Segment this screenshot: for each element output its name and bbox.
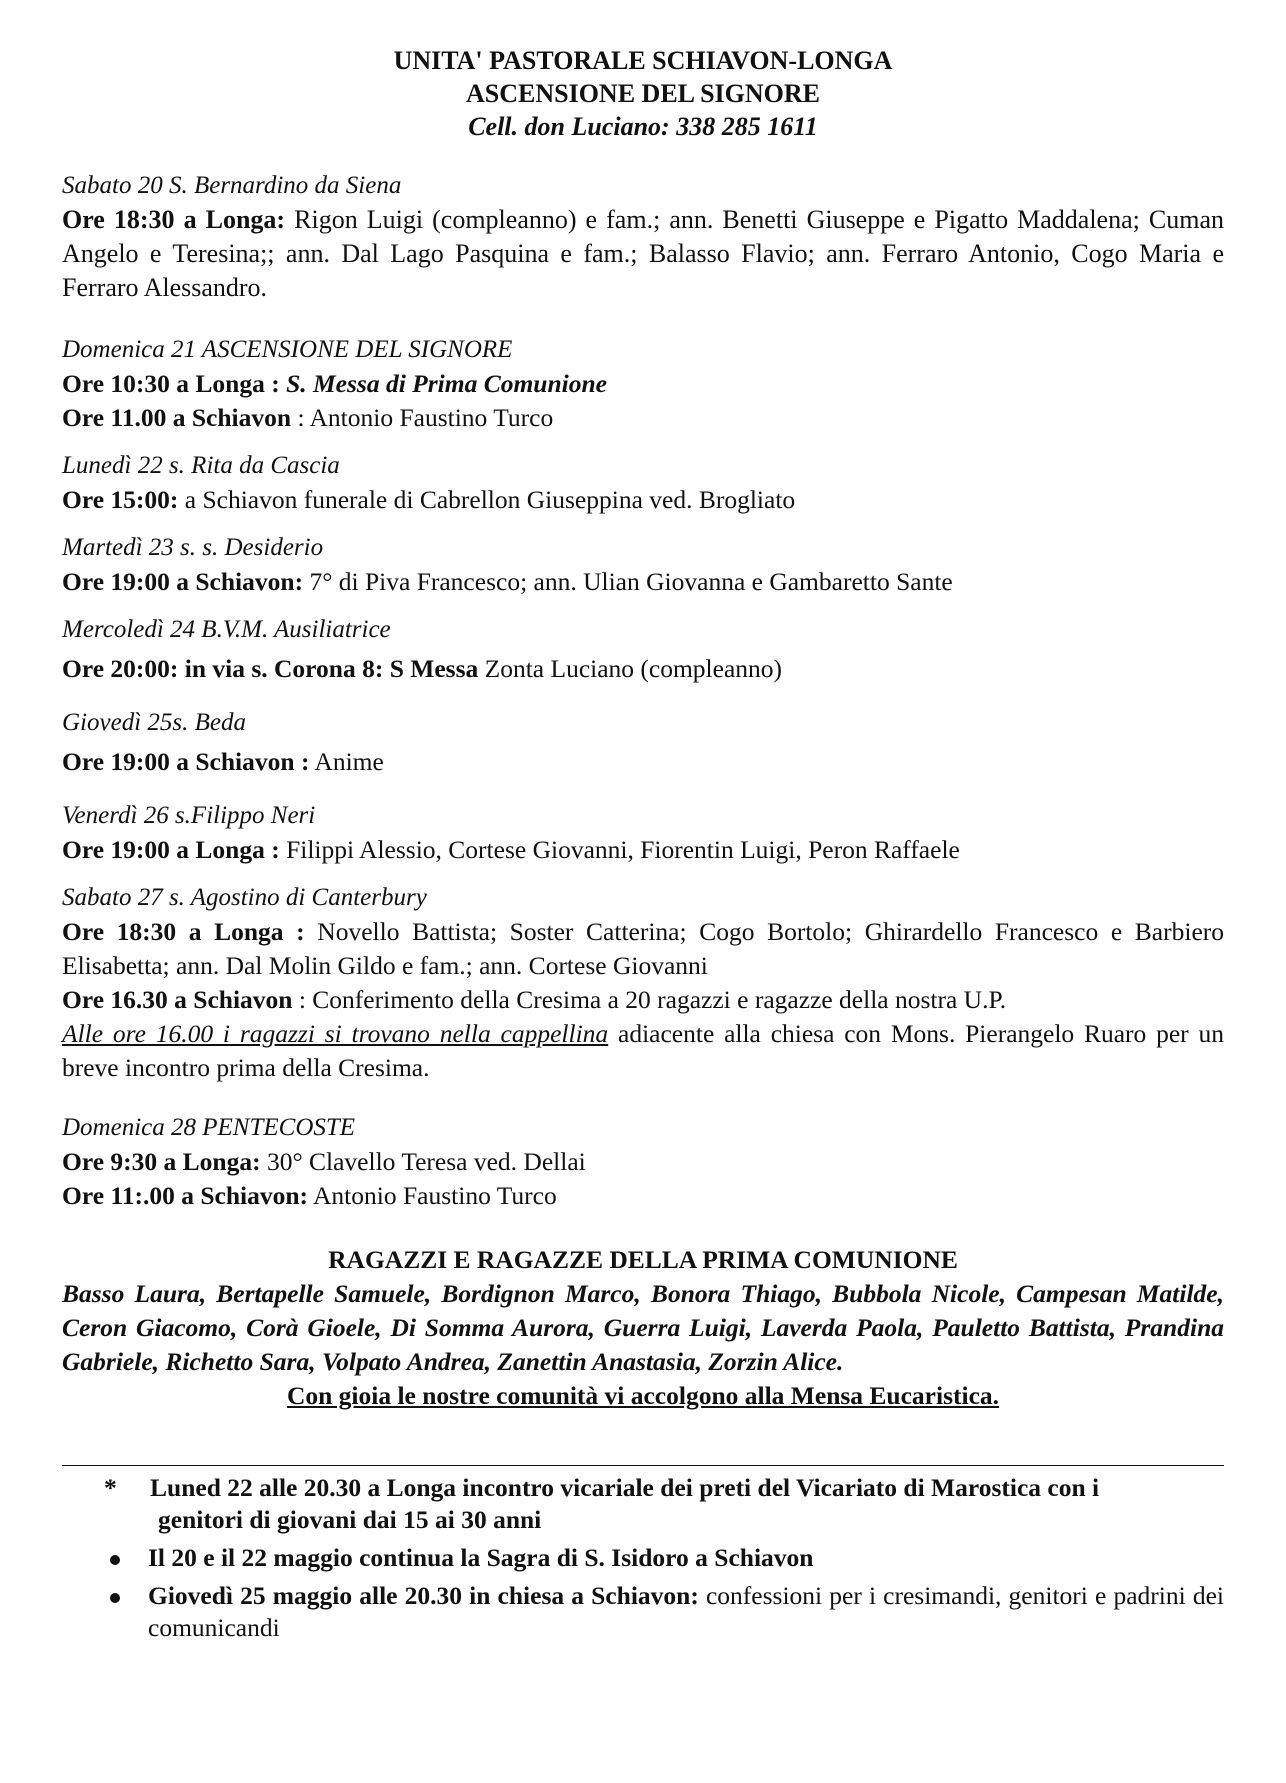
mass-time: Ore 15:00: <box>62 485 179 514</box>
mass-intentions: 30° Clavello Teresa ved. Dellai <box>260 1147 586 1176</box>
mass-intentions: Rigon Luigi (compleanno) e fam.; ann. Benetti Giuseppe e Pigatto Maddalena; Cuman Angelo e Teresina;; ann. Dal Lago Pasquina e fam.; Balasso Flavio; ann. Ferraro Antonio, Cogo Maria e Ferraro Alessandro. <box>62 205 1224 302</box>
day-sabato-27 <box>62 881 1224 1085</box>
contact-phone: Cell. don Luciano: 338 285 1611 <box>468 112 818 141</box>
mass-time: Ore 18:30 a Longa: <box>62 205 286 234</box>
mass-intentions: : Conferimento della Cresima a 20 ragazzi e ragazze della nostra U.P. <box>292 985 1007 1014</box>
day-martedi-23 <box>62 531 1224 599</box>
notice-item <box>106 1472 1224 1536</box>
notice-item <box>106 1580 1224 1644</box>
meeting-time-note: Alle ore 16.00 i ragazzi si trovano nella cappellina <box>62 1019 609 1048</box>
mass-time: Ore 18:30 a Longa : <box>62 917 305 946</box>
first-communion-title: RAGAZZI E RAGAZZE DELLA PRIMA COMUNIONE <box>328 1245 958 1274</box>
day-title: Giovedì 25s. Beda <box>62 709 246 736</box>
mass-intentions: Antonio Faustino Turco <box>308 1181 557 1210</box>
mass-line <box>62 833 1224 867</box>
day-title: Venerdì 26 s.Filippo Neri <box>62 802 316 829</box>
mass-intentions: Novello Battista; Soster Catterina; Cogo Bortolo; Ghirardello Francesco e Barbiero Elisabetta; ann. Dal Molin Gildo e fam.; ann. Cortese Giovanni <box>62 917 1225 980</box>
day-domenica-21 <box>62 333 1224 435</box>
meeting-place-note: adiacente alla chiesa con Mons. Pierangelo Ruaro per un breve incontro prima della Cresima. <box>62 1019 1224 1082</box>
notice-text: Il 20 e il 22 maggio continua la Sagra di S. Isidoro a Schiavon <box>148 1543 814 1572</box>
mass-intentions: a Schiavon funerale di Cabrellon Giuseppina ved. Brogliato <box>178 485 796 514</box>
notices-list <box>62 1472 1224 1644</box>
first-communion-names: Basso Laura, Bertapelle Samuele, Bordignon Marco, Bonora Thiago, Bubbola Nicole, Campesan Matilde, Ceron Giacomo, Corà Gioele, Di Somma Aurora, Guerra Luigi, Laverda Paola, Pauletto Battista, Prandina Gabriele, Richetto Sara, Volpato Andrea, Zanettin Anastasia, Zorzin Alice. <box>62 1279 1224 1376</box>
mass-time: Ore 16.30 a Schiavon <box>62 985 293 1014</box>
day-title: Martedì 23 s. s. Desiderio <box>62 534 324 561</box>
bullet-icon <box>110 1555 120 1565</box>
mass-intentions: S. Messa di Prima Comunione <box>286 369 608 398</box>
parish-title: UNITA' PASTORALE SCHIAVON-LONGA <box>393 46 893 75</box>
asterisk-icon: * <box>104 1473 117 1502</box>
mass-line <box>62 652 1224 686</box>
mass-time: Ore 19:00 a Schiavon : <box>62 747 310 776</box>
bulletin-header <box>62 44 1224 143</box>
mass-time: Ore 11.00 a Schiavon <box>62 403 292 432</box>
mass-intentions: Anime <box>309 747 384 776</box>
day-title: Domenica 28 PENTECOSTE <box>62 1114 356 1141</box>
day-title: Mercoledì 24 B.V.M. Ausiliatrice <box>62 616 391 643</box>
day-venerdi-26 <box>62 799 1224 867</box>
mass-intentions: 7° di Piva Francesco; ann. Ulian Giovanna e Gambaretto Sante <box>303 567 953 596</box>
notice-text: Luned 22 alle 20.30 a Longa incontro vicariale dei preti del Vicariato di Marostica con i <box>150 1473 1100 1502</box>
mass-line <box>62 367 1224 401</box>
mass-time: Ore 9:30 a Longa: <box>62 1147 261 1176</box>
confirmation-note <box>62 1017 1224 1085</box>
first-communion-section <box>62 1243 1224 1413</box>
mass-line <box>62 565 1224 599</box>
day-title: Sabato 20 S. Bernardino da Siena <box>62 172 402 199</box>
mass-line <box>62 983 1224 1017</box>
day-title: Sabato 27 s. Agostino di Canterbury <box>62 884 427 911</box>
first-communion-welcome: Con gioia le nostre comunità vi accolgono alla Mensa Eucaristica. <box>286 1381 1000 1410</box>
day-mercoledi-24 <box>62 613 1224 686</box>
mass-line <box>62 401 1224 435</box>
mass-intentions: Filippi Alessio, Cortese Giovanni, Fiorentin Luigi, Peron Raffaele <box>279 835 960 864</box>
mass-intentions: : Antonio Faustino Turco <box>291 403 554 432</box>
feast-title: ASCENSIONE DEL SIGNORE <box>466 79 820 108</box>
day-title: Lunedì 22 s. Rita da Cascia <box>62 452 340 479</box>
day-giovedi-25 <box>62 706 1224 779</box>
mass-line <box>62 1179 1224 1213</box>
mass-line <box>62 1145 1224 1179</box>
section-divider <box>62 1465 1224 1466</box>
mass-time: Ore 19:00 a Schiavon: <box>62 567 304 596</box>
mass-line <box>62 203 1224 305</box>
notice-text-continued: genitori di giovani dai 15 ai 30 anni <box>158 1505 542 1534</box>
day-sabato-20 <box>62 169 1224 305</box>
bullet-icon <box>110 1593 120 1603</box>
mass-line <box>62 915 1224 983</box>
mass-time: Ore 19:00 a Longa : <box>62 835 280 864</box>
notice-detail: confessioni per i cresimandi, genitori e padrini dei comunicandi <box>148 1581 1224 1642</box>
mass-intentions: Zonta Luciano (compleanno) <box>478 654 783 683</box>
notice-item <box>106 1542 1224 1574</box>
day-title: Domenica 21 ASCENSIONE DEL SIGNORE <box>62 336 513 363</box>
mass-line <box>62 483 1224 517</box>
mass-line <box>62 745 1224 779</box>
mass-time: Ore 20:00: in via s. Corona 8: S Messa <box>62 654 479 683</box>
mass-time: Ore 11:.00 a Schiavon: <box>62 1181 309 1210</box>
notice-text: Giovedì 25 maggio alle 20.30 in chiesa a Schiavon: <box>148 1581 699 1610</box>
day-domenica-28 <box>62 1111 1224 1213</box>
day-lunedi-22 <box>62 449 1224 517</box>
mass-time: Ore 10:30 a Longa : <box>62 369 287 398</box>
